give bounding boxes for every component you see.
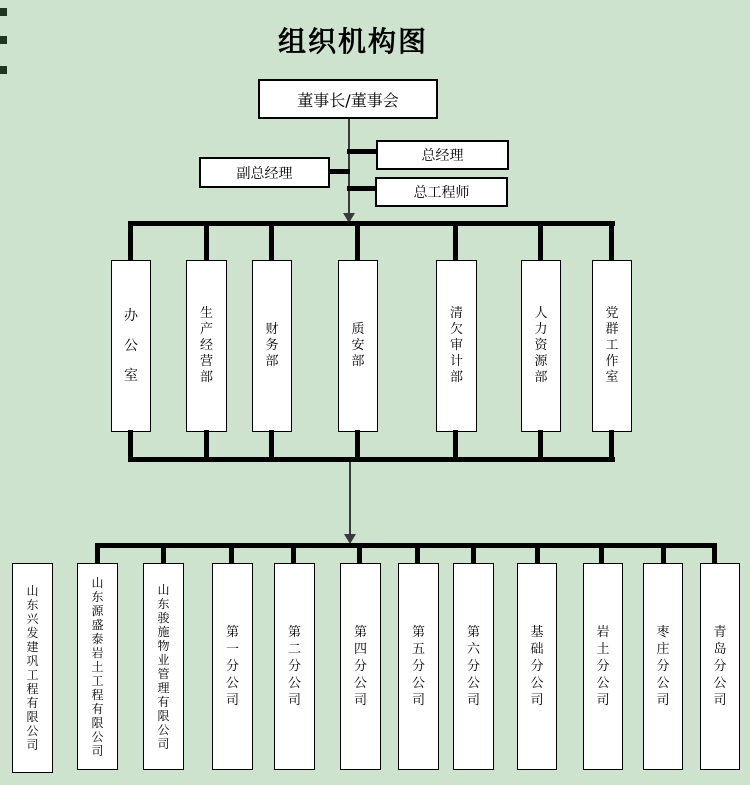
dept-label: 党 群 工 作 室 (605, 306, 619, 385)
connector-gm (347, 149, 377, 154)
dept-label: 财 务 部 (265, 322, 279, 369)
dept-box-office (111, 260, 151, 432)
top-arrow-line (348, 119, 350, 215)
dept-stub (453, 224, 458, 264)
dept-stub (128, 224, 133, 264)
subsidiary-box-junshi-property (143, 563, 184, 770)
edge-artifact (0, 36, 7, 44)
subsidiary-box-no6-branch (453, 563, 494, 770)
subsidiary-label: 第 一 分 公 司 (225, 625, 239, 708)
subsidiary-label: 基 础 分 公 司 (530, 625, 544, 708)
edge-artifact (0, 8, 7, 16)
dept-label: 生 产 经 营 部 (199, 306, 213, 385)
dept-stub (453, 430, 458, 459)
chief-engineer-box (375, 177, 508, 207)
gm-box (376, 140, 509, 170)
subsidiary-box-no5-branch (398, 563, 439, 770)
subsidiary-box-qingdao-branch (700, 563, 740, 770)
connector-deputy-gm (329, 169, 350, 174)
subsidiary-box-no2-branch (274, 563, 315, 770)
subsidiary-box-foundation-branch (517, 563, 557, 770)
dept-stub (355, 224, 360, 264)
dept-box-arrears-audit (436, 260, 477, 432)
dept-stub (269, 224, 274, 264)
dept-box-quality-safety (338, 260, 378, 432)
subsidiary-label: 第 六 分 公 司 (466, 625, 480, 708)
dept-stub (269, 430, 274, 459)
dept-stub (609, 430, 614, 459)
chairman-box (258, 79, 438, 119)
edge-artifact (0, 66, 7, 74)
subsidiary-label: 岩 土 分 公 司 (596, 625, 610, 708)
subsidiary-box-xingfa-construction (12, 563, 53, 773)
subsidiary-box-no4-branch (340, 563, 381, 770)
deputy-gm-box (199, 157, 330, 188)
subsidiary-box-no1-branch (212, 563, 253, 770)
dept-stub (538, 430, 543, 459)
subsidiary-label: 枣 庄 分 公 司 (656, 625, 670, 708)
subsidiary-label: 山 东 源 盛 泰 岩 土 工 程 有 限 公 司 (91, 575, 104, 758)
mid-arrow-line (349, 462, 351, 536)
dept-stub (128, 430, 133, 459)
chairman-label: 董事长/董事会 (297, 90, 399, 110)
dept-stub (355, 430, 360, 459)
dept-stub (204, 224, 209, 264)
subsidiary-rail (95, 543, 717, 548)
dept-label: 质 安 部 (351, 322, 365, 369)
gm-label: 总经理 (421, 148, 464, 164)
subsidiary-label: 山 东 兴 发 建 巩 工 程 有 限 公 司 (26, 584, 39, 752)
subsidiary-box-geotech-branch (583, 563, 623, 770)
subsidiary-label: 第 四 分 公 司 (353, 625, 367, 708)
dept-box-production-management (186, 260, 227, 432)
dept-bottom-rail (128, 457, 615, 462)
dept-stub (609, 224, 614, 264)
subsidiary-box-yuanshengtai-geotech (77, 563, 118, 770)
chief-engineer-label: 总工程师 (413, 185, 470, 201)
dept-stub (204, 430, 209, 459)
dept-label: 人 力 资 源 部 (534, 306, 548, 385)
subsidiary-label: 第 二 分 公 司 (287, 625, 301, 708)
dept-box-finance (252, 260, 292, 432)
chart-title: 组织机构图 (278, 25, 429, 58)
connector-chief-engineer (347, 186, 376, 191)
dept-box-human-resources (521, 260, 561, 432)
deputy-gm-label: 副总经理 (236, 165, 293, 182)
subsidiary-label: 青 岛 分 公 司 (713, 625, 727, 708)
dept-label: 办 公 室 (124, 308, 138, 384)
dept-box-party-group-office (592, 260, 632, 432)
dept-label: 清 欠 审 计 部 (449, 306, 463, 385)
subsidiary-label: 第 五 分 公 司 (411, 625, 425, 708)
subsidiary-box-zaozhuang-branch (643, 563, 683, 770)
dept-stub (538, 224, 543, 264)
subsidiary-label: 山 东 骏 施 物 业 管 理 有 限 公 司 (157, 582, 170, 751)
